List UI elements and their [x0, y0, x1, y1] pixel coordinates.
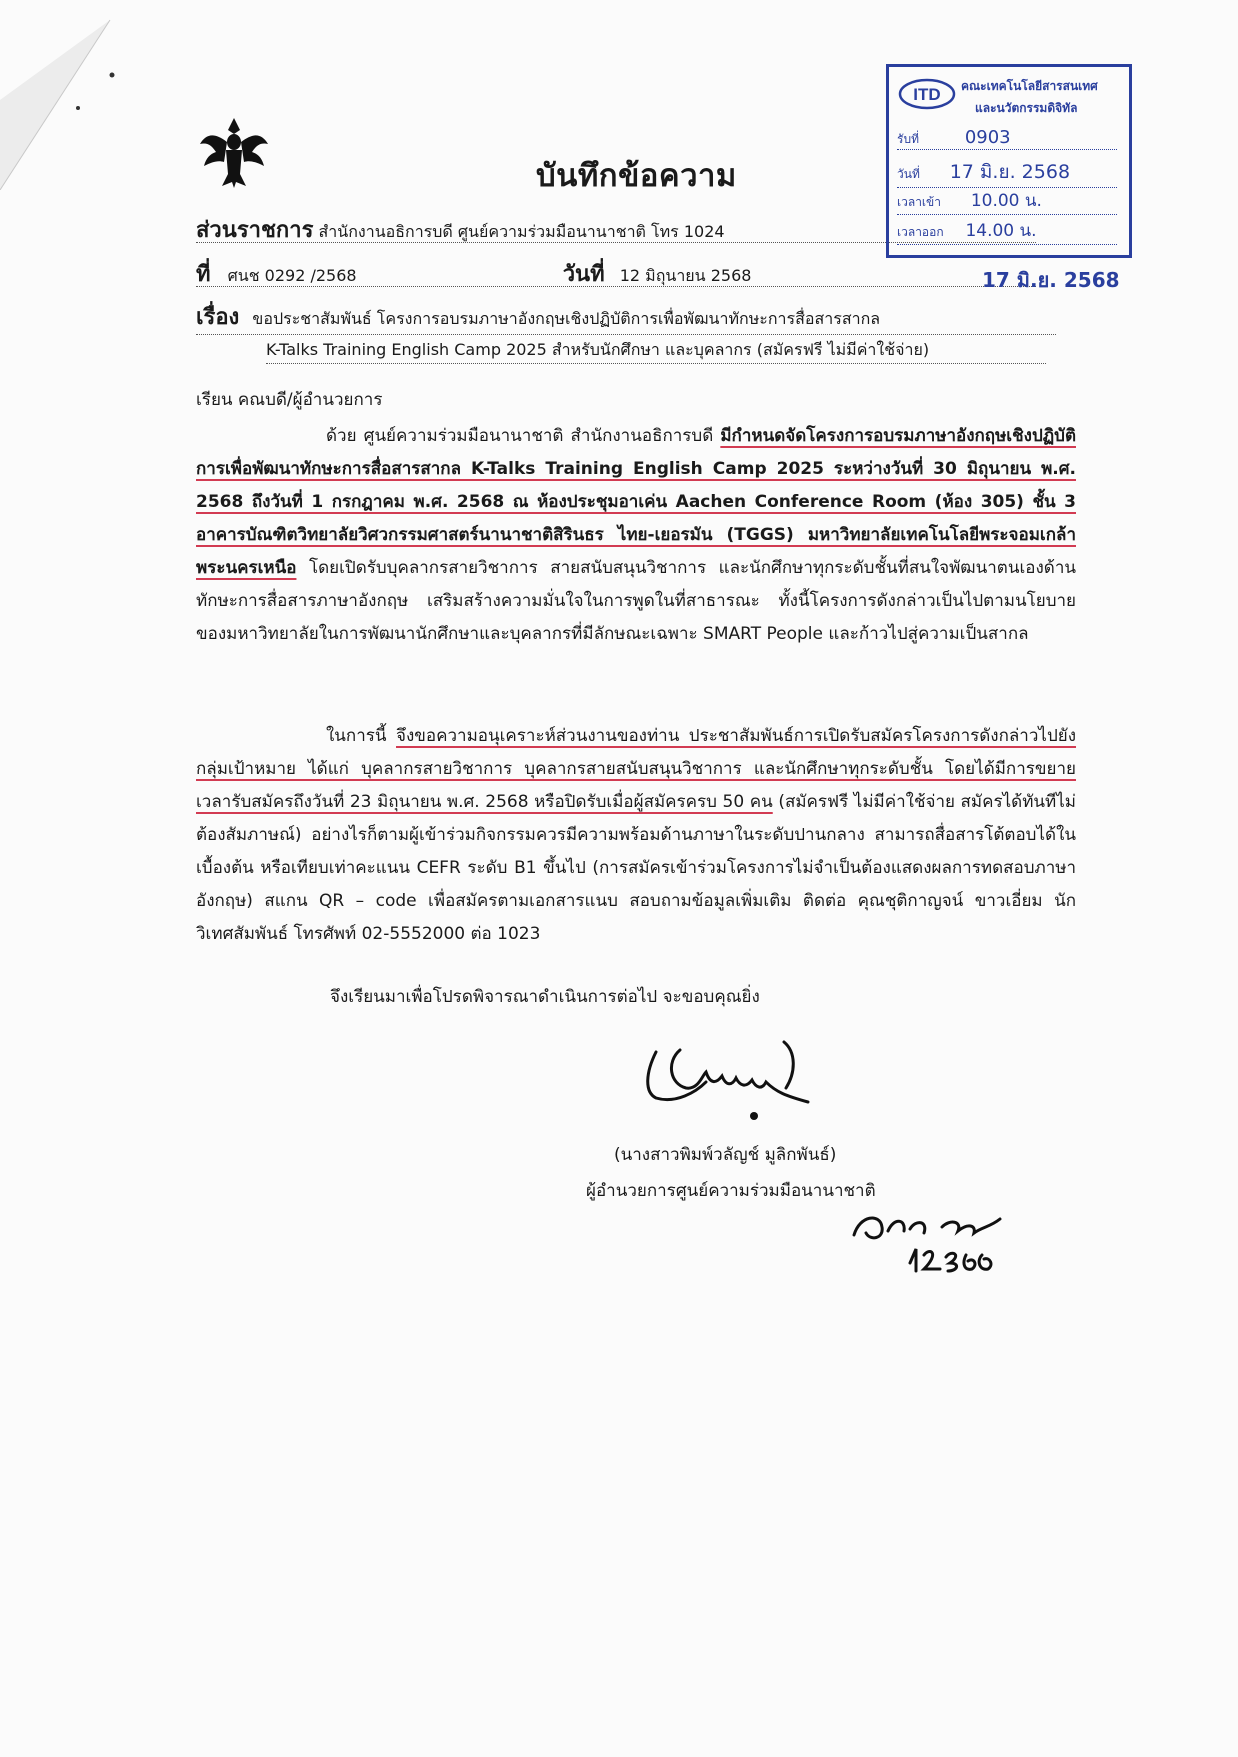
paragraph-2-highlight: จึงขอความอนุเคราะห์ส่วนงานของท่าน ประชาสัมพันธ์การเปิดรับสมัครโครงการดังกล่าวไปยังกลุ่มเป้าหมาย ได้แก่ บุคลากรสายวิชาการ บุคลากรสายสนับสนุนวิชาการ และนักศึกษาทุกระดับชั้น โดยได้มีการขยายเวลารับสมัครถึงวันที่ 23 มิถุนายน พ.ศ. 2568 หรือปิดรับเมื่อผู้สมัครครบ 50 คน — [196, 726, 1077, 812]
closing-line: จึงเรียนมาเพื่อโปรดพิจารณาดำเนินการต่อไป จะขอบคุณยิ่ง — [330, 987, 760, 1007]
signer-name: (นางสาวพิมพ์วลัญช์ มูลิกพันธ์) — [614, 1145, 837, 1165]
stamp-out-label: เวลาออก — [897, 225, 944, 239]
handwritten-note — [850, 1205, 1010, 1280]
paragraph-2-rest: (สมัครฟรี ไม่มีค่าใช้จ่าย สมัครได้ทันทีไม่ต้องสัมภาษณ์) อย่างไรก็ตามผู้เข้าร่วมกิจกรรมควรมีความพร้อมด้านภาษาในระดับปานกลาง สามารถสื่อสารโต้ตอบได้ในเบื้องต้น หรือเทียบเท่าคะแนน CEFR ระดับ B1 ขึ้นไป (การสมัครเข้าร่วมโครงการไม่จำเป็นต้องแสดงผลการทดสอบภาษาอังกฤษ) สแกน QR – code เพื่อสมัครตามเอกสารแนบ สอบถามข้อมูลเพิ่มเติม ติดต่อ คุณชุติกาญจน์ ขาวเอี่ยม นักวิเทศสัมพันธ์ โทรศัพท์ 02-5552000 ต่อ 1023 — [196, 792, 1077, 944]
date-value: 12 มิถุนายน 2568 — [619, 266, 752, 285]
stamp-recv-label: รับที่ — [897, 132, 919, 146]
paragraph-1-highlight: มีกำหนดจัดโครงการอบรมภาษาอังกฤษเชิงปฏิบัติการเพื่อพัฒนาทักษะการสื่อสารสากล K-Talks Training English Camp 2025 ระหว่างวันที่ 30 มิถุนายน พ.ศ. 2568 ถึงวันที่ 1 กรกฎาคม พ.ศ. 2568 ณ ห้องประชุมอาเค่น Aachen Conference Room (ห้อง 305) ชั้น 3 อาคารบัณฑิตวิทยาลัยวิศวกรรมศาสตร์นานาชาติสิรินธร ไทย-เยอรมัน (TGGS) มหาวิทยาลัยเทคโนโลยีพระจอมเกล้าพระนครเหนือ — [196, 426, 1076, 578]
folded-corner — [0, 0, 130, 190]
itd-logo-icon — [897, 77, 957, 111]
number-value: ศนช 0292 /2568 — [227, 266, 357, 285]
stamp-org-line2: และนวัตกรรมดิจิทัล — [975, 101, 1078, 115]
paragraph-2 — [196, 720, 1076, 951]
paragraph-1 — [196, 420, 1076, 651]
number-label: ที่ — [196, 262, 211, 287]
stamp-date-value: 17 มิ.ย. 2568 — [949, 161, 1071, 183]
stamp-date-label: วันที่ — [897, 167, 920, 181]
subject-line-1: ขอประชาสัมพันธ์ โครงการอบรมภาษาอังกฤษเชิงปฏิบัติการเพื่อพัฒนาทักษะการสื่อสารสากล — [252, 309, 881, 328]
subject-line-2: K-Talks Training English Camp 2025 สำหรับนักศึกษา และบุคลากร (สมัครฟรี ไม่มีค่าใช้จ่าย) — [266, 338, 1046, 364]
stamp-org-line1: คณะเทคโนโลยีสารสนเทศ — [961, 79, 1098, 93]
date-label: วันที่ — [562, 262, 605, 287]
signature-image — [636, 1032, 826, 1122]
garuda-emblem-icon — [196, 112, 272, 190]
stamp-out-value: 14.00 น. — [965, 221, 1037, 241]
stamp-in-value: 10.00 น. — [970, 191, 1042, 211]
department-value: สำนักงานอธิการบดี ศูนย์ความร่วมมือนานาชาติ โทร 1024 — [318, 222, 725, 241]
salutation: เรียน คณบดี/ผู้อำนวยการ — [196, 390, 383, 410]
paragraph-2-intro: ในการนี้ — [326, 726, 397, 746]
stamp-in-label: เวลาเข้า — [897, 195, 941, 209]
receiving-stamp — [886, 64, 1132, 258]
stamp-recv-value: 0903 — [964, 127, 1011, 148]
subject-label: เรื่อง — [196, 305, 240, 330]
subject-row — [196, 299, 1056, 335]
department-label: ส่วนราชการ — [196, 218, 314, 243]
stamp-logo-text: ITD — [913, 85, 941, 104]
number-date-row — [196, 256, 1036, 287]
signer-position: ผู้อำนวยการศูนย์ความร่วมมือนานาชาติ — [586, 1181, 876, 1201]
paragraph-1-intro: ด้วย ศูนย์ความร่วมมือนานาชาติ สำนักงานอธิการบดี — [326, 426, 721, 446]
paragraph-1-rest: โดยเปิดรับบุคลากรสายวิชาการ สายสนับสนุนวิชาการ และนักศึกษาทุกระดับชั้นที่สนใจพัฒนาตนเองด้านทักษะการสื่อสารภาษาอังกฤษ เสริมสร้างความมั่นใจในการพูดในที่สาธารณะ ทั้งนี้โครงการดังกล่าวเป็นไปตามนโยบายของมหาวิทยาลัยในการพัฒนานักศึกษาและบุคลากรที่มีลักษณะเฉพาะ SMART People และก้าวไปสู่ความเป็นสากล — [196, 558, 1076, 644]
memo-title: บันทึกข้อความ — [536, 158, 737, 194]
date-stamp: 17 มิ.ย. 2568 — [982, 268, 1120, 292]
